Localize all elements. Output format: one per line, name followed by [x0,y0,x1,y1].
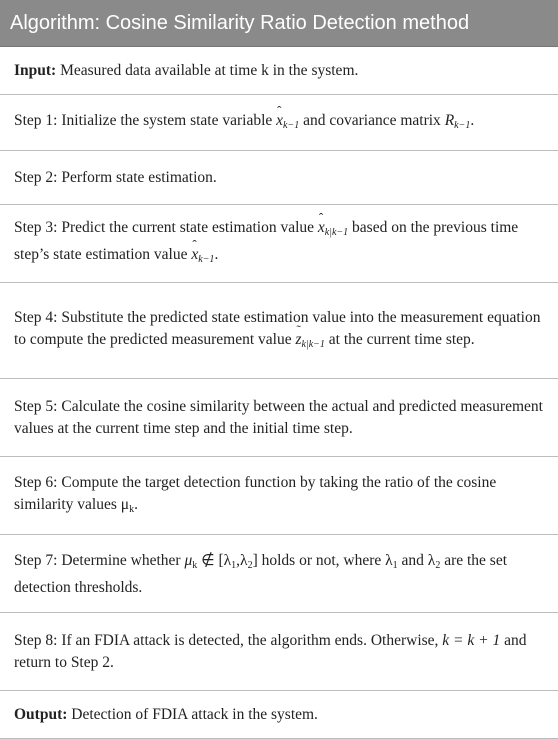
output-label: Output: [14,706,68,723]
step-3-text-c: . [214,246,219,263]
mu-k-subscript: k [192,559,198,571]
step-6-cell [0,457,558,535]
step-8-text-a: Step 8: If an FDIA attack is detected, the algorithm ends. Otherwise, [14,632,443,649]
step-6-text-b: . [134,495,138,513]
increment-expression: k = k + 1 [442,632,501,649]
title-row [0,0,558,47]
step-2-row [0,151,558,205]
step-7-cell [0,535,558,613]
step-8-row [0,613,558,691]
predicted-measurement-subscript: k|k−1 [301,338,325,350]
algorithm-title: Algorithm: Cosine Similarity Ratio Detection method [0,0,558,47]
step-4-text-a: Step 4: Substitute the predicted state estimation value into the measurement equation to compute the predicted measurement value [14,308,541,348]
step-5-cell: Step 5: Calculate the cosine similarity between the actual and predicted measurement values at the current time step and the initial time step. [0,379,558,457]
interval-open: ∉ [λ [197,551,232,569]
mu-subscript: k [129,503,135,515]
step-1-text-a: Step 1: Initialize the system state variable [14,111,277,129]
predicted-state-symbol: ˆ x [318,217,325,239]
step-1-text-b: and covariance matrix [299,111,445,129]
covariance-symbol: R [444,111,455,129]
interval-close: ] [252,551,258,569]
step-3-text-b: based on the previous time step’s state estimation value [14,219,519,263]
mu-k-symbol: μ [184,551,193,569]
predicted-state-subscript: k|k−1 [324,227,349,238]
step-8-text-b: and return to Step 2. [14,632,527,671]
step-1-cell [0,95,558,151]
lambda-2-subscript: 2 [247,559,253,571]
step-7-text-b: holds or not, where λ [257,551,393,569]
input-row [0,47,558,95]
lambda-1-subscript: 1 [231,559,237,571]
step-3-text-a: Step 3: Predict the current state estimation value [14,219,318,236]
previous-state-subscript: k−1 [198,254,215,265]
threshold-1-subscript: 1 [392,559,398,571]
step-3-row [0,205,558,283]
step-1-text-c: . [470,111,475,129]
step-4-text-b: at the current time step. [324,330,475,348]
step-5-row [0,379,558,457]
covariance-subscript: k−1 [454,119,471,131]
output-row [0,691,558,739]
state-variable-symbol: ˆ x [276,110,283,132]
step-7-text-c: and λ [397,551,436,569]
input-cell [0,47,558,95]
predicted-measurement-symbol: ˜ z [295,329,301,351]
mu-symbol: μ [120,495,130,513]
step-4-row [0,283,558,379]
step-2-cell: Step 2: Perform state estimation. [0,151,558,205]
step-4-cell [0,283,558,379]
input-label: Input: [14,62,57,79]
step-1-row [0,95,558,151]
previous-state-symbol: ˆ x [191,244,198,266]
state-variable-subscript: k−1 [283,119,300,131]
interval-comma: ,λ [236,551,248,569]
output-text: Detection of FDIA attack in the system. [67,706,318,723]
step-7-text-d: are the set detection thresholds. [14,551,508,596]
step-8-cell [0,613,558,691]
step-7-row [0,535,558,613]
step-6-text-a: Step 6: Compute the target detection function by taking the ratio of the cosine similarity values [14,473,497,513]
step-3-cell [0,205,558,283]
threshold-2-subscript: 2 [435,559,441,571]
step-6-row [0,457,558,535]
input-text: Measured data available at time k in the system. [56,62,359,79]
output-cell [0,691,558,739]
step-7-text-a: Step 7: Determine whether [14,551,185,569]
